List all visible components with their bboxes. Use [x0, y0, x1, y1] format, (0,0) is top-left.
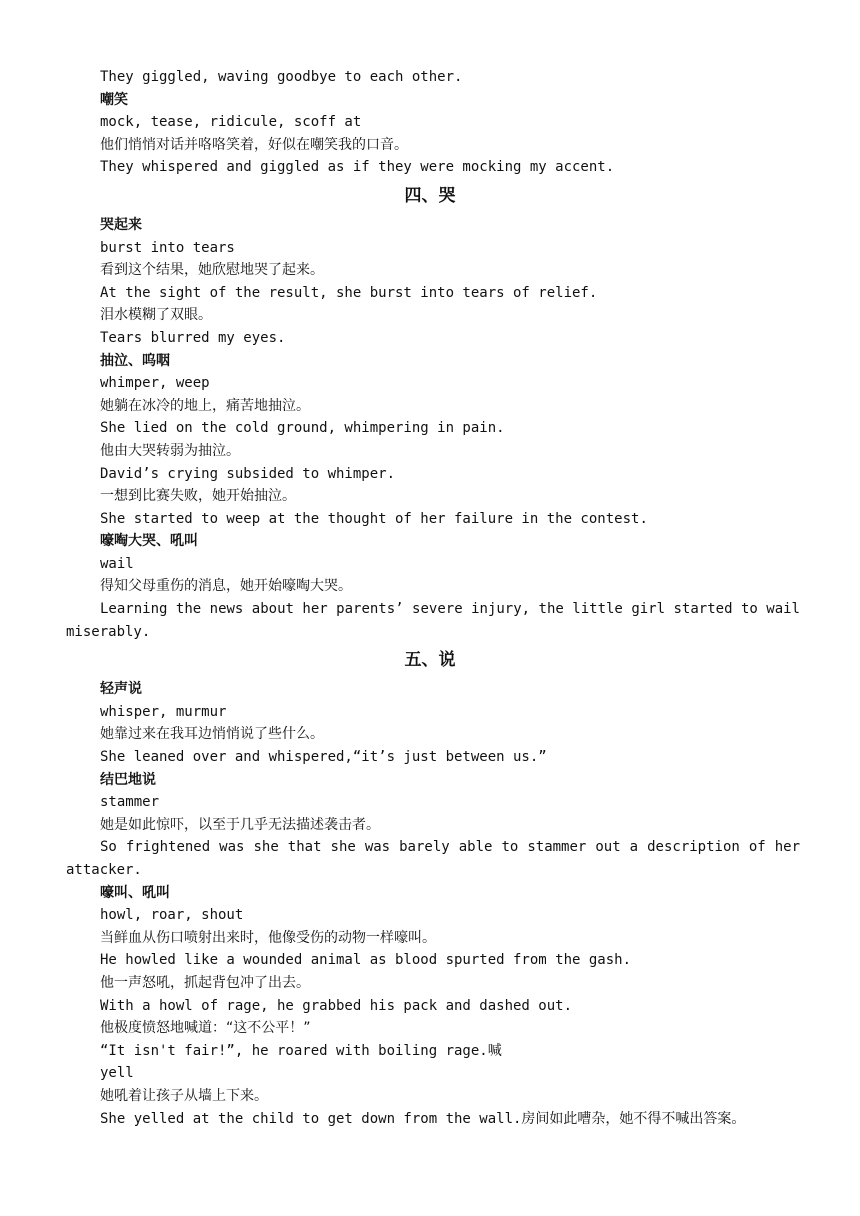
body-line-cn: 他由大哭转弱为抽泣。 — [100, 442, 240, 459]
term-heading: 嚎啕大哭、吼叫 — [100, 533, 198, 550]
term-heading: 嚎叫、吼叫 — [100, 884, 170, 901]
document-page — [0, 66, 860, 1130]
term-heading: 哭起来 — [100, 216, 142, 233]
body-line-cn: 她躺在冰冷的地上，痛苦地抽泣。 — [100, 397, 310, 414]
body-line-en: He howled like a wounded animal as blood spurted from the gash. — [100, 952, 632, 969]
body-line-cn: 他们悄悄对话并咯咯笑着，好似在嘲笑我的口音。 — [100, 136, 408, 153]
body-line-en: yell — [100, 1065, 134, 1082]
body-line-cn: 他一声怒吼，抓起背包冲了出去。 — [100, 974, 310, 991]
paragraph-continuation: attacker. — [66, 862, 142, 878]
body-line-cn: 当鲜血从伤口喷射出来时，他像受伤的动物一样嚎叫。 — [100, 929, 436, 946]
body-line-en: wail — [100, 555, 134, 572]
body-line-cn: 得知父母重伤的消息，她开始嚎啕大哭。 — [100, 578, 352, 595]
body-line-en: She yelled at the child to get down from the wall.房间如此嘈杂，她不得不喊出答案。 — [100, 1110, 746, 1127]
body-line-en: stammer — [100, 794, 160, 811]
body-line-cn: 一想到比赛失败，她开始抽泣。 — [100, 488, 296, 505]
term-heading: 抽泣、呜咽 — [100, 352, 170, 369]
paragraph-line: Learning the news about her parents’ severe injury, the little girl started to wail — [100, 601, 800, 618]
paragraph-continuation: miserably. — [66, 623, 151, 640]
body-line-en: At the sight of the result, she burst into tears of relief. — [100, 284, 598, 301]
paragraph-line: So frightened was she that she was barely able to stammer out a description of her — [100, 839, 800, 856]
term-heading: 结巴地说 — [100, 771, 156, 788]
body-line-en: burst into tears — [100, 239, 235, 256]
body-line-cn: 她是如此惊吓，以至于几乎无法描述袭击者。 — [100, 816, 380, 833]
body-line-en: David’s crying subsided to whimper. — [100, 465, 396, 482]
body-line-cn: 看到这个结果，她欣慰地哭了起来。 — [100, 262, 324, 279]
body-line-en: Tears blurred my eyes. — [100, 329, 286, 346]
body-line-cn: 她吼着让孩子从墙上下来。 — [100, 1087, 268, 1104]
term-heading: 嘲笑 — [100, 91, 128, 108]
body-line-en: She lied on the cold ground, whimpering in pain. — [100, 420, 505, 437]
section-heading-say: 五、说 — [404, 650, 456, 671]
wrapped-paragraph — [0, 836, 860, 881]
body-line-en: whimper, weep — [100, 375, 210, 392]
body-line-en: whisper, murmur — [100, 703, 227, 720]
term-heading: 轻声说 — [100, 681, 142, 698]
body-line-cn: 他极度愤怒地喊道：“这不公平！” — [100, 1020, 311, 1037]
body-line-en: They giggled, waving goodbye to each other. — [100, 69, 463, 85]
body-line-en: She leaned over and whispered,“it’s just between us.” — [100, 749, 547, 766]
section-heading-cry: 四、哭 — [404, 185, 456, 206]
body-line-en: With a howl of rage, he grabbed his pack and dashed out. — [100, 997, 573, 1014]
body-line-en: She started to weep at the thought of her failure in the contest. — [100, 510, 648, 527]
body-line-en: howl, roar, shout — [100, 907, 244, 924]
body-line-en: “It isn't fair!”, he roared with boiling rage.喊 — [100, 1042, 502, 1059]
body-line-cn: 她靠过来在我耳边悄悄说了些什么。 — [100, 726, 324, 743]
body-line-cn: 泪水模糊了双眼。 — [100, 307, 212, 324]
body-line-en: mock, tease, ridicule, scoff at — [100, 114, 362, 131]
body-line-en: They whispered and giggled as if they were mocking my accent. — [100, 159, 615, 176]
wrapped-paragraph — [0, 598, 860, 643]
